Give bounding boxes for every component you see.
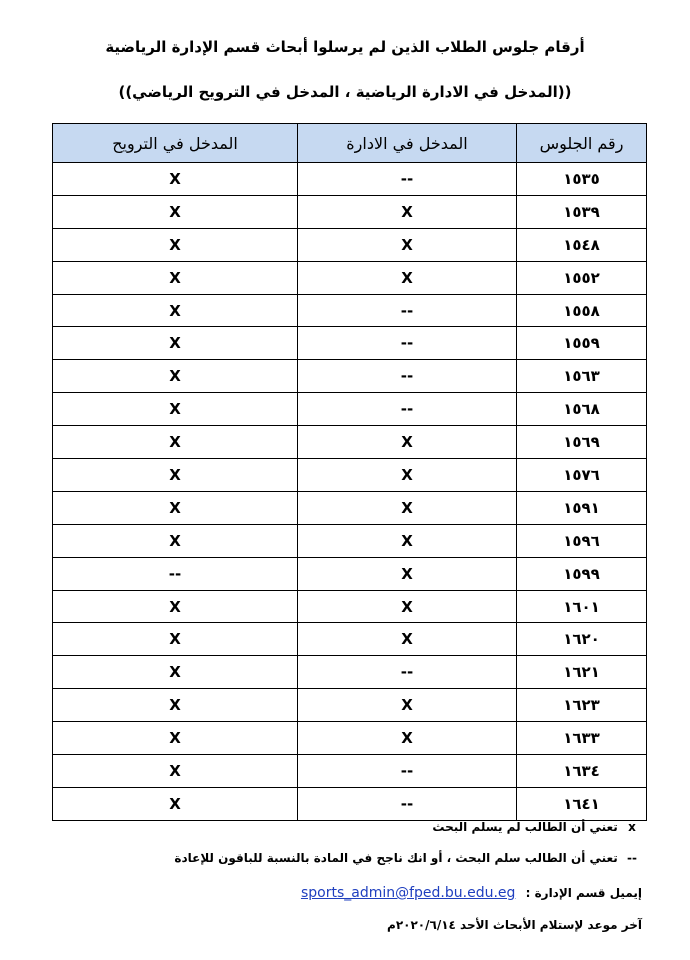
table-row: [53, 195, 647, 228]
admin-status-cell: X: [298, 590, 517, 623]
recreation-status-cell: X: [53, 787, 298, 820]
email-note: [301, 885, 642, 901]
admin-status-cell: X: [298, 689, 517, 722]
recreation-status-cell: X: [53, 491, 298, 524]
table-row: [53, 722, 647, 755]
admin-status-cell: X: [298, 491, 517, 524]
seat-number-cell: ١٥٣٥: [517, 163, 647, 196]
recreation-status-cell: X: [53, 524, 298, 557]
recreation-status-cell: X: [53, 163, 298, 196]
header-recreation: المدخل في الترويح: [53, 124, 298, 163]
recreation-status-cell: X: [53, 755, 298, 788]
page-title: أرقام جلوس الطلاب الذين لم يرسلوا أبحاث قسم الإدارة الرياضية: [105, 38, 585, 56]
admin-status-cell: X: [298, 623, 517, 656]
table-header-row: [53, 124, 647, 163]
legend-x-text: تعني أن الطالب لم يسلم البحث: [432, 820, 618, 834]
seat-number-cell: ١٦٢٣: [517, 689, 647, 722]
recreation-status-cell: X: [53, 426, 298, 459]
table-row: [53, 623, 647, 656]
deadline-note: آخر موعد لإستلام الأبحاث الأحد ٢٠٢٠/٦/١٤م: [387, 918, 642, 932]
seat-number-cell: ١٥٦٩: [517, 426, 647, 459]
email-link[interactable]: sports_admin@fped.bu.edu.eg: [300, 885, 516, 901]
table-row: [53, 524, 647, 557]
recreation-status-cell: X: [53, 261, 298, 294]
table-row: [53, 426, 647, 459]
seat-number-cell: ١٦٢١: [517, 656, 647, 689]
recreation-status-cell: X: [53, 459, 298, 492]
recreation-status-cell: X: [53, 360, 298, 393]
admin-status-cell: --: [298, 360, 517, 393]
table-row: [53, 228, 647, 261]
admin-status-cell: X: [298, 195, 517, 228]
seat-number-cell: ١٥٥٢: [517, 261, 647, 294]
table-row: [53, 557, 647, 590]
admin-status-cell: X: [298, 426, 517, 459]
seat-number-cell: ١٥٦٣: [517, 360, 647, 393]
header-seat-number: رقم الجلوس: [517, 124, 647, 163]
table-row: [53, 261, 647, 294]
admin-status-cell: X: [298, 722, 517, 755]
legend-x-symbol: x: [628, 820, 636, 834]
seat-number-cell: ١٥٥٩: [517, 327, 647, 360]
table-row: [53, 327, 647, 360]
recreation-status-cell: X: [53, 195, 298, 228]
table-row: [53, 755, 647, 788]
table-row: [53, 360, 647, 393]
seat-number-cell: ١٥٣٩: [517, 195, 647, 228]
admin-status-cell: X: [298, 524, 517, 557]
recreation-status-cell: X: [53, 228, 298, 261]
legend-x-note: [432, 820, 642, 834]
admin-status-cell: X: [298, 459, 517, 492]
recreation-status-cell: --: [53, 557, 298, 590]
seat-number-cell: ١٥٩٩: [517, 557, 647, 590]
email-label: إيميل قسم الإدارة :: [525, 886, 642, 900]
table-row: [53, 163, 647, 196]
table-row: [53, 294, 647, 327]
recreation-status-cell: X: [53, 590, 298, 623]
recreation-status-cell: X: [53, 656, 298, 689]
seat-number-cell: ١٦٣٤: [517, 755, 647, 788]
seat-number-cell: ١٦٠١: [517, 590, 647, 623]
table-row: [53, 689, 647, 722]
table-row: [53, 590, 647, 623]
recreation-status-cell: X: [53, 722, 298, 755]
legend-dash-note: [174, 851, 642, 865]
table-row: [53, 491, 647, 524]
admin-status-cell: --: [298, 294, 517, 327]
admin-status-cell: X: [298, 228, 517, 261]
admin-status-cell: --: [298, 327, 517, 360]
admin-status-cell: X: [298, 261, 517, 294]
admin-status-cell: X: [298, 557, 517, 590]
recreation-status-cell: X: [53, 689, 298, 722]
table-row: [53, 459, 647, 492]
table-row: [53, 656, 647, 689]
seat-number-cell: ١٥٦٨: [517, 393, 647, 426]
seat-number-cell: ١٥٥٨: [517, 294, 647, 327]
header-admin: المدخل في الادارة: [298, 124, 517, 163]
admin-status-cell: --: [298, 755, 517, 788]
recreation-status-cell: X: [53, 327, 298, 360]
seat-number-cell: ١٦٤١: [517, 787, 647, 820]
seat-number-cell: ١٥٤٨: [517, 228, 647, 261]
seat-number-cell: ١٥٩١: [517, 491, 647, 524]
recreation-status-cell: X: [53, 294, 298, 327]
page-subtitle: ((المدخل في الادارة الرياضية ، المدخل في الترويح الرياضي)): [118, 83, 572, 101]
students-table: [52, 123, 647, 821]
admin-status-cell: --: [298, 787, 517, 820]
admin-status-cell: --: [298, 393, 517, 426]
table-row: [53, 393, 647, 426]
table-row: [53, 787, 647, 820]
seat-number-cell: ١٥٧٦: [517, 459, 647, 492]
admin-status-cell: --: [298, 163, 517, 196]
legend-dash-text: تعني أن الطالب سلم البحث ، أو انك ناجح في المادة بالنسبة للباقون للإعادة: [174, 851, 618, 865]
admin-status-cell: --: [298, 656, 517, 689]
seat-number-cell: ١٥٩٦: [517, 524, 647, 557]
seat-number-cell: ١٦٣٣: [517, 722, 647, 755]
legend-dash-symbol: --: [627, 851, 637, 865]
recreation-status-cell: X: [53, 393, 298, 426]
recreation-status-cell: X: [53, 623, 298, 656]
seat-number-cell: ١٦٢٠: [517, 623, 647, 656]
